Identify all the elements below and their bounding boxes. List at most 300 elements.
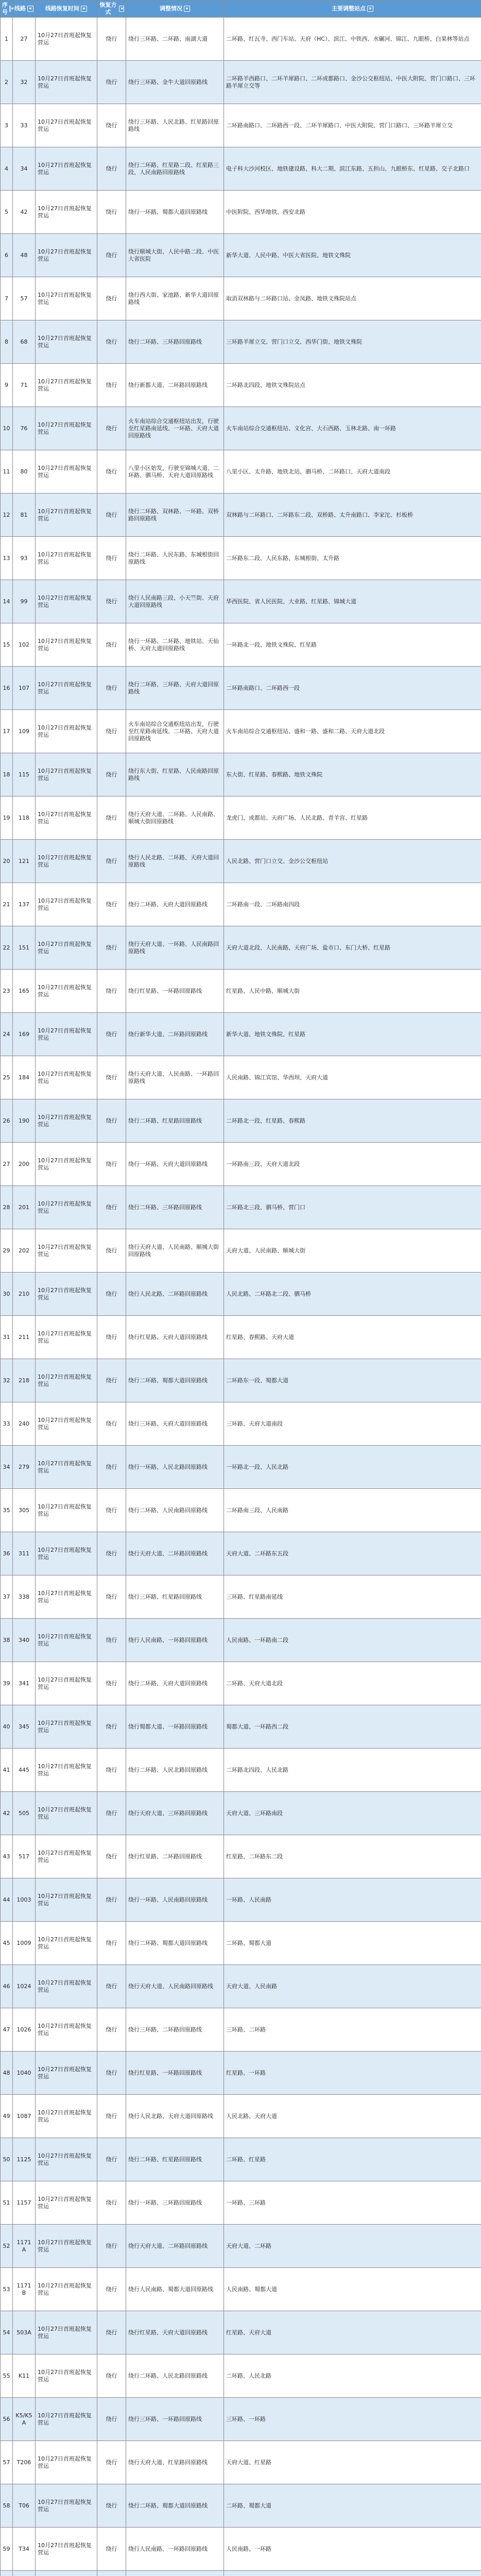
cell-adjustment: 绕行二环路、天府大道回原路线: [126, 883, 224, 926]
cell-adjustment: 绕行一环路、人民北路回原路线: [126, 1446, 224, 1489]
cell-adjustment: 绕行二环路、双林路、一环路、双桥路回原路线: [126, 494, 224, 537]
cell-adjustment: 绕行人民南路、一环路回原路线: [126, 1619, 224, 1662]
header-recovery-time[interactable]: 线路恢复时间: [36, 1, 97, 18]
cell-recovery-time: 10月27日首班起恢复营运: [36, 2268, 97, 2311]
cell-stops: 蜀都大道、一环路西二段: [224, 1705, 481, 1749]
table-row[interactable]: [1, 840, 481, 883]
table-row[interactable]: [1, 926, 481, 970]
table-row[interactable]: [1, 61, 481, 104]
cell-recovery-mode: 绕行: [97, 1662, 126, 1705]
cell-recovery-mode: 绕行: [97, 18, 126, 61]
cell-adjustment: 绕行二环路、红星路二段、红星路三段、人民南路回原路线: [126, 147, 224, 191]
cell-recovery-mode: [97, 2571, 126, 2576]
cell-adjustment: 绕行新华大道、二环路回原路线: [126, 1013, 224, 1056]
cell-recovery-time: 10月27日首班起恢复营运: [36, 580, 97, 623]
cell-adjustment: 绕行一环路、蜀都大道回原路线: [126, 191, 224, 234]
cell-adjustment: 绕行人民南路、蜀都大道回原路线: [126, 2268, 224, 2311]
cell-recovery-time: 10月27日首班起恢复营运: [36, 796, 97, 840]
cell-stops: 华西医院、省人民医院、大业路、红星路、锦城大道: [224, 580, 481, 623]
cell-recovery-mode: 绕行: [97, 2311, 126, 2354]
cell-index: 1: [1, 18, 13, 61]
cell-recovery-time: 10月27日首班起恢复营运: [36, 1359, 97, 1402]
cell-line: 311: [13, 1532, 36, 1575]
cell-recovery-mode: 绕行: [97, 1878, 126, 1922]
table-row[interactable]: [1, 1446, 481, 1489]
cell-adjustment: 绕行天府大道、人民南路回原路线: [126, 1965, 224, 2008]
cell-line: 503A: [13, 2311, 36, 2354]
cell-recovery-time: 10月27日首班起恢复营运: [36, 1402, 97, 1446]
table-row[interactable]: [1, 1532, 481, 1575]
cell-stops: 二环路北三段、驷马桥、营门口: [224, 1186, 481, 1229]
cell-recovery-mode: 绕行: [97, 1273, 126, 1316]
cell-adjustment: 绕行三环路、天府大道回原路线: [126, 1402, 224, 1446]
cell-line: 279: [13, 1446, 36, 1489]
cell-adjustment: 绕行二环路、人民南路回原路线: [126, 1489, 224, 1532]
cell-index: 30: [1, 1273, 13, 1316]
cell-line: 218: [13, 1359, 36, 1402]
cell-recovery-mode: 绕行: [97, 234, 126, 277]
cell-index: 8: [1, 320, 13, 364]
cell-recovery-mode: 绕行: [97, 147, 126, 191]
table-row[interactable]: [1, 970, 481, 1013]
cell-line: 1125: [13, 2138, 36, 2181]
cell-index: 27: [1, 1143, 13, 1186]
table-row[interactable]: [1, 2095, 481, 2138]
cell-index: 10: [1, 407, 13, 450]
table-row[interactable]: [1, 2181, 481, 2225]
cell-line: 240: [13, 1402, 36, 1446]
cell-recovery-mode: 绕行: [97, 494, 126, 537]
cell-line: T34: [13, 2528, 36, 2571]
cell-index: 25: [1, 1056, 13, 1099]
cell-adjustment: 绕行二环路、天府大道回原路线: [126, 1662, 224, 1705]
cell-line: 305: [13, 1489, 36, 1532]
cell-line: 80: [13, 450, 36, 494]
cell-adjustment: 绕行红星路、二环路回原路线: [126, 1835, 224, 1878]
table-row[interactable]: [1, 2052, 481, 2095]
table-row[interactable]: [1, 883, 481, 926]
filter-icon[interactable]: [119, 6, 124, 12]
filter-icon[interactable]: [27, 6, 33, 12]
cell-adjustment: 绕行天府大道、三环路回原路线: [126, 1792, 224, 1835]
cell-recovery-mode: 绕行: [97, 667, 126, 710]
cell-recovery-mode: 绕行: [97, 2095, 126, 2138]
cell-adjustment: 绕行天府大道、二环路、人民南路、顺城大街回原路线: [126, 796, 224, 840]
table-row[interactable]: [1, 1792, 481, 1835]
cell-stops: 双林路与二环路口、二环路东二段、双桥路、太升南路口、李家沱、杉板桥: [224, 494, 481, 537]
cell-line: 1087: [13, 2095, 36, 2138]
cell-stops: 火车南站综合交通枢纽站、盛和一路、盛和二路、天府大道北段: [224, 710, 481, 753]
cell-index: 29: [1, 1229, 13, 1273]
table-row[interactable]: [1, 320, 481, 364]
cell-stops: 红星路、一环路: [224, 2052, 481, 2095]
cell-recovery-mode: 绕行: [97, 1402, 126, 1446]
cell-recovery-mode: 绕行: [97, 2268, 126, 2311]
cell-stops: 红星路、春熙路、天府大道: [224, 1316, 481, 1359]
cell-line: T06: [13, 2484, 36, 2528]
cell-recovery-mode: 绕行: [97, 2052, 126, 2095]
cell-line: 1171B: [13, 2268, 36, 2311]
cell-recovery-time: 10月27日首班起恢复营运: [36, 147, 97, 191]
filter-icon[interactable]: [367, 6, 373, 12]
cell-recovery-mode: 绕行: [97, 2354, 126, 2398]
cell-line: 184: [13, 1056, 36, 1099]
cell-line: 137: [13, 883, 36, 926]
table-row[interactable]: [1, 580, 481, 623]
table-row[interactable]: [1, 2398, 481, 2441]
table-row[interactable]: [1, 1359, 481, 1402]
table-row[interactable]: [1, 1402, 481, 1446]
cell-index: [1, 2571, 13, 2576]
table-row[interactable]: [1, 2311, 481, 2354]
cell-line: 202: [13, 1229, 36, 1273]
cell-index: 36: [1, 1532, 13, 1575]
cell-line: K5/K5A: [13, 2398, 36, 2441]
table-row[interactable]: [1, 277, 481, 320]
cell-adjustment: 绕行三环路、金牛大道回原路线: [126, 61, 224, 104]
cell-line: 33: [13, 104, 36, 147]
cell-line: 57: [13, 277, 36, 320]
table-row[interactable]: [1, 667, 481, 710]
cell-recovery-mode: 绕行: [97, 2528, 126, 2571]
cell-recovery-time: 10月27日首班起恢复营运: [36, 1186, 97, 1229]
table-row[interactable]: [1, 18, 481, 61]
cell-index: 4: [1, 147, 13, 191]
cell-recovery-mode: 绕行: [97, 2181, 126, 2225]
cell-recovery-time: 10月27日首班起恢复营运: [36, 450, 97, 494]
cell-recovery-mode: 绕行: [97, 191, 126, 234]
cell-recovery-mode: 绕行: [97, 1143, 126, 1186]
cell-index: 45: [1, 1922, 13, 1965]
cell-index: 39: [1, 1662, 13, 1705]
table-row[interactable]: [1, 191, 481, 234]
cell-recovery-time: 10月27日首班起恢复营运: [36, 1056, 97, 1099]
header-stops[interactable]: 主要调整站点: [224, 1, 481, 18]
cell-recovery-mode: 绕行: [97, 623, 126, 667]
cell-recovery-mode: 绕行: [97, 2398, 126, 2441]
table-row[interactable]: [1, 1489, 481, 1532]
table-row[interactable]: [1, 494, 481, 537]
cell-index: 58: [1, 2484, 13, 2528]
cell-adjustment: 绕行二环路、红星路回原路线: [126, 2138, 224, 2181]
cell-line: 338: [13, 1575, 36, 1619]
cell-adjustment: 绕行二环路、三环路、天府大道回原路线: [126, 667, 224, 710]
header-index[interactable]: 序号: [1, 1, 13, 18]
cell-stops: 中医附院、西华地铁、西安北路: [224, 191, 481, 234]
cell-stops: 电子科大沙河校区、地铁建设路、科大二期、滨江东路、五担山、九眼桥东、红星路、交子北路口: [224, 147, 481, 191]
cell-line: 165: [13, 970, 36, 1013]
cell-line: 1024: [13, 1965, 36, 2008]
cell-stops: 三环路、红星路南延线: [224, 1575, 481, 1619]
cell-line: 121: [13, 840, 36, 883]
cell-adjustment: 绕行三环路、人民北路、红星路回原路线: [126, 104, 224, 147]
cell-line: 27: [13, 18, 36, 61]
cell-index: 48: [1, 2052, 13, 2095]
table-row[interactable]: [1, 1749, 481, 1792]
cell-line: 48: [13, 234, 36, 277]
cell-stops: 人民南路、锦江宾馆、华西坝、天府大道: [224, 1056, 481, 1099]
table-row[interactable]: [1, 2268, 481, 2311]
table-row[interactable]: [1, 407, 481, 450]
cell-line: K11: [13, 2354, 36, 2398]
cell-recovery-time: 10月27日首班起恢复营运: [36, 2484, 97, 2528]
cell-recovery-time: 10月27日首班起恢复营运: [36, 1099, 97, 1143]
table-row[interactable]: [1, 710, 481, 753]
cell-adjustment: 绕行天府大道、人民南路、顺城大街回原路线: [126, 1229, 224, 1273]
table-row[interactable]: [1, 2441, 481, 2484]
cell-recovery-mode: 绕行: [97, 320, 126, 364]
cell-stops: 新华大道、地铁文殊院、红星路: [224, 1013, 481, 1056]
cell-index: 47: [1, 2008, 13, 2052]
cell-recovery-time: 10月27日首班起恢复营运: [36, 2311, 97, 2354]
cell-adjustment: 绕行二环路、蜀都大道回原路线: [126, 2484, 224, 2528]
cell-stops: 人民南路、一环路南二段: [224, 1619, 481, 1662]
cell-recovery-mode: 绕行: [97, 580, 126, 623]
cell-stops: 一环路北一段、地铁文殊院、红星路: [224, 623, 481, 667]
cell-index: 17: [1, 710, 13, 753]
table-row[interactable]: [1, 1965, 481, 2008]
cell-recovery-time: 10月27日首班起恢复营运: [36, 1749, 97, 1792]
cell-line: 190: [13, 1099, 36, 1143]
cell-index: 15: [1, 623, 13, 667]
table-row[interactable]: [1, 1273, 481, 1316]
cell-recovery-time: 10月27日首班起恢复营运: [36, 1273, 97, 1316]
cell-stops: 二环路羊西路口、二环羊犀路口、二环成都路口、金沙公交枢纽站、中医大附院、营门口路口、三环路羊犀立交等: [224, 61, 481, 104]
cell-adjustment: 绕行东大街、红星路、人民南路回原路线: [126, 753, 224, 796]
cell-adjustment: 绕行三环路、二环路、南湖大道: [126, 18, 224, 61]
cell-index: 5: [1, 191, 13, 234]
cell-index: 11: [1, 450, 13, 494]
table-row[interactable]: [1, 2225, 481, 2268]
cell-recovery-time: 10月27日首班起恢复营运: [36, 1662, 97, 1705]
cell-adjustment: 绕行二环路、人民北路回原路线: [126, 2354, 224, 2398]
cell-line: 76: [13, 407, 36, 450]
cell-stops: 一环路南三段、天府大道北段: [224, 1143, 481, 1186]
cell-stops: 人民北路、天府大道: [224, 2095, 481, 2138]
cell-recovery-mode: 绕行: [97, 710, 126, 753]
table-row[interactable]: [1, 1922, 481, 1965]
table-row[interactable]: [1, 1229, 481, 1273]
cell-recovery-time: 10月27日首班起恢复营运: [36, 2138, 97, 2181]
cell-recovery-time: 10月27日首班起恢复营运: [36, 1532, 97, 1575]
cell-stops: 天府大道、人民南路、顺城大街: [224, 1229, 481, 1273]
table-row[interactable]: [1, 2138, 481, 2181]
cell-recovery-time: 10月27日首班起恢复营运: [36, 1229, 97, 1273]
cell-recovery-mode: 绕行: [97, 2225, 126, 2268]
cell-recovery-mode: 绕行: [97, 537, 126, 580]
cell-recovery-time: 10月27日首班起恢复营运: [36, 840, 97, 883]
cell-index: 35: [1, 1489, 13, 1532]
cell-index: 53: [1, 2268, 13, 2311]
cell-line: 68: [13, 320, 36, 364]
cell-adjustment: 绕行二环路、三环路回原路线: [126, 1186, 224, 1229]
table-row[interactable]: [1, 1575, 481, 1619]
cell-line: 109: [13, 710, 36, 753]
table-row[interactable]: [1, 147, 481, 191]
cell-adjustment: 绕行蜀都大道、一环路回原路线: [126, 1705, 224, 1749]
cell-stops: 天府大道、红星路: [224, 2441, 481, 2484]
cell-line: 32: [13, 61, 36, 104]
table-row[interactable]: [1, 623, 481, 667]
cell-adjustment: 绕行红星路、天府大道回原路线: [126, 2311, 224, 2354]
cell-recovery-mode: 绕行: [97, 2008, 126, 2052]
cell-line: 42: [13, 191, 36, 234]
cell-index: 42: [1, 1792, 13, 1835]
cell-index: 44: [1, 1878, 13, 1922]
cell-index: 41: [1, 1749, 13, 1792]
cell-recovery-time: 10月27日首班起恢复营运: [36, 2528, 97, 2571]
cell-recovery-mode: 绕行: [97, 1575, 126, 1619]
table-row[interactable]: [1, 2484, 481, 2528]
cell-line: 340: [13, 1619, 36, 1662]
cell-adjustment: 绕行顺城大街、人民中路二段、中医大省医院: [126, 234, 224, 277]
table-row[interactable]: [1, 1835, 481, 1878]
cell-index: 34: [1, 1446, 13, 1489]
cell-index: 37: [1, 1575, 13, 1619]
cell-index: 18: [1, 753, 13, 796]
cell-recovery-time: 10月27日首班起恢复营运: [36, 926, 97, 970]
cell-recovery-time: 10月27日首班起恢复营运: [36, 18, 97, 61]
cell-adjustment: 绕行红星路、一环路回原路线: [126, 2052, 224, 2095]
table-row[interactable]: [1, 796, 481, 840]
header-recovery-mode[interactable]: 恢复方式: [97, 1, 126, 18]
filter-icon[interactable]: [81, 6, 87, 12]
cell-line: 341: [13, 1662, 36, 1705]
cell-recovery-time: 10月27日首班起恢复营运: [36, 2441, 97, 2484]
cell-stops: 一环路北一段、人民北路: [224, 1446, 481, 1489]
cell-stops: 三环路、二环路: [224, 2008, 481, 2052]
table-row[interactable]: [1, 450, 481, 494]
cell-stops: 二环路南一段、二环路南四段: [224, 883, 481, 926]
cell-recovery-mode: 绕行: [97, 883, 126, 926]
cell-recovery-time: 10月27日首班起恢复营运: [36, 2008, 97, 2052]
cell-recovery-time: 10月27日首班起恢复营运: [36, 1878, 97, 1922]
cell-recovery-mode: 绕行: [97, 1619, 126, 1662]
cell-line: 1026: [13, 2008, 36, 2052]
table-body: [1, 18, 481, 2576]
table-row[interactable]: [1, 753, 481, 796]
cell-line: 1171A: [13, 2225, 36, 2268]
cell-recovery-time: 10月27日首班起恢复营运: [36, 883, 97, 926]
cell-recovery-mode: 绕行: [97, 1922, 126, 1965]
table-row[interactable]: [1, 2008, 481, 2052]
cell-adjustment: [126, 2571, 224, 2576]
cell-recovery-time: 10月27日首班起恢复营运: [36, 970, 97, 1013]
cell-recovery-mode: 绕行: [97, 2138, 126, 2181]
cell-recovery-time: 10月27日首班起恢复营运: [36, 1316, 97, 1359]
cell-recovery-mode: 绕行: [97, 796, 126, 840]
cell-line: 93: [13, 537, 36, 580]
header-line[interactable]: 线路: [13, 1, 36, 18]
filter-icon[interactable]: [9, 6, 11, 12]
cell-recovery-time: 10月27日首班起恢复营运: [36, 1792, 97, 1835]
table-row[interactable]: [1, 1099, 481, 1143]
header-row: [1, 1, 481, 18]
cell-index: 2: [1, 61, 13, 104]
cell-stops: 二环路、红瓦寺、西门车站、天府（HC）、滨江、中铁西、水碾河、锦江、九眼桥、白果林等站点: [224, 18, 481, 61]
cell-index: 57: [1, 2441, 13, 2484]
cell-index: 7: [1, 277, 13, 320]
cell-recovery-mode: 绕行: [97, 104, 126, 147]
cell-index: 9: [1, 364, 13, 407]
cell-stops: [224, 2571, 481, 2576]
cell-line: 99: [13, 580, 36, 623]
cell-adjustment: 绕行二环路、红星路回原路线: [126, 1099, 224, 1143]
cell-recovery-mode: 绕行: [97, 1446, 126, 1489]
cell-recovery-mode: 绕行: [97, 61, 126, 104]
table-row[interactable]: [1, 2354, 481, 2398]
cell-index: 31: [1, 1316, 13, 1359]
cell-stops: 二环路、蜀都大道: [224, 1922, 481, 1965]
cell-recovery-time: 10月27日首班起恢复营运: [36, 277, 97, 320]
cell-recovery-mode: 绕行: [97, 2441, 126, 2484]
table-row[interactable]: [1, 2571, 481, 2576]
table-row[interactable]: [1, 1186, 481, 1229]
cell-recovery-time: 10月27日首班起恢复营运: [36, 407, 97, 450]
cell-stops: 取消双林路与二环路口站、金凤路、地铁文殊院站点: [224, 277, 481, 320]
table-row[interactable]: [1, 1056, 481, 1099]
table-row[interactable]: [1, 1878, 481, 1922]
cell-stops: 人民南路、蜀都大道: [224, 2268, 481, 2311]
cell-stops: 天府大道、三环路南段: [224, 1792, 481, 1835]
table-row[interactable]: [1, 537, 481, 580]
filter-icon[interactable]: [184, 6, 190, 12]
cell-index: 13: [1, 537, 13, 580]
table-row[interactable]: [1, 364, 481, 407]
cell-stops: 二环路、红星路: [224, 2138, 481, 2181]
cell-recovery-mode: 绕行: [97, 450, 126, 494]
cell-adjustment: 绕行人民北路、天府大道回原路线: [126, 2095, 224, 2138]
cell-stops: 二环路北一段、红星路、春熙路: [224, 1099, 481, 1143]
cell-stops: 二环路南三段、人民南路: [224, 1489, 481, 1532]
table-row[interactable]: [1, 234, 481, 277]
cell-stops: 三环路、一环路: [224, 2398, 481, 2441]
cell-recovery-time: 10月27日首班起恢复营运: [36, 537, 97, 580]
cell-recovery-time: 10月27日首班起恢复营运: [36, 2398, 97, 2441]
cell-recovery-time: 10月27日首班起恢复营运: [36, 2052, 97, 2095]
cell-line: 1009: [13, 1922, 36, 1965]
table-row[interactable]: [1, 104, 481, 147]
table-row[interactable]: [1, 1705, 481, 1749]
cell-recovery-time: 10月27日首班起恢复营运: [36, 61, 97, 104]
cell-adjustment: 绕行二环路、人民北路回原路线: [126, 1749, 224, 1792]
cell-recovery-time: 10月27日首班起恢复营运: [36, 1705, 97, 1749]
header-adjustment[interactable]: 调整情况: [126, 1, 224, 18]
cell-adjustment: 绕行二环路、蜀都大道回原路线: [126, 1922, 224, 1965]
cell-index: 56: [1, 2398, 13, 2441]
table-row[interactable]: [1, 1619, 481, 1662]
cell-recovery-time: 10月27日首班起恢复营运: [36, 2225, 97, 2268]
cell-recovery-mode: 绕行: [97, 1792, 126, 1835]
cell-recovery-mode: 绕行: [97, 364, 126, 407]
cell-index: 3: [1, 104, 13, 147]
cell-stops: 二环路东一段、蜀都大道: [224, 1359, 481, 1402]
table-row[interactable]: [1, 1662, 481, 1705]
table-row[interactable]: [1, 1013, 481, 1056]
cell-index: 26: [1, 1099, 13, 1143]
cell-recovery-time: 10月27日首班起恢复营运: [36, 320, 97, 364]
table-row[interactable]: [1, 2528, 481, 2571]
cell-index: 6: [1, 234, 13, 277]
cell-stops: 二环路、人民北路: [224, 2354, 481, 2398]
cell-recovery-time: 10月27日首班起恢复营运: [36, 1143, 97, 1186]
cell-stops: 红星路、二环路东二段: [224, 1835, 481, 1878]
cell-adjustment: 绕行红星路、一环路回原路线: [126, 970, 224, 1013]
cell-stops: 一环路、人民南路: [224, 1878, 481, 1922]
table-row[interactable]: [1, 1316, 481, 1359]
cell-recovery-mode: 绕行: [97, 1056, 126, 1099]
table-row[interactable]: [1, 1143, 481, 1186]
